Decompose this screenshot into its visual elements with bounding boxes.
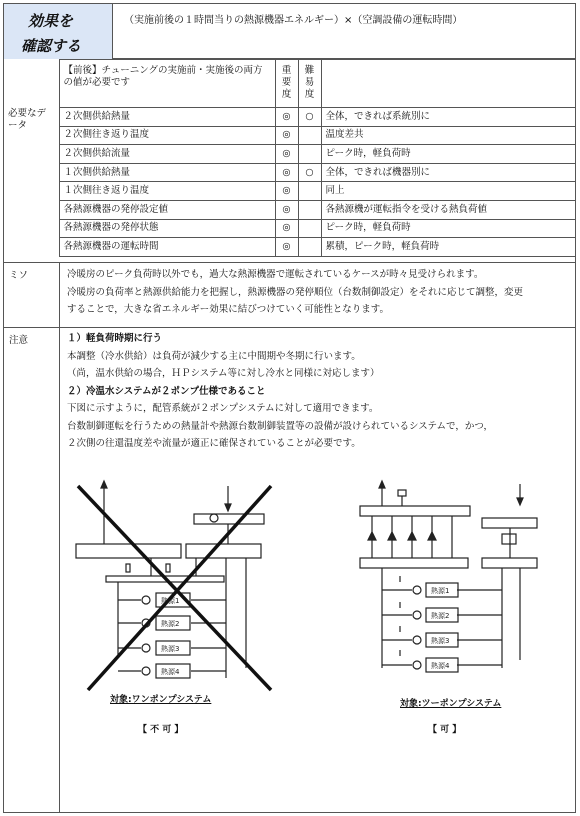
data-note: 全体，できれば機器別に [321,163,575,182]
importance-header: 重 要 度 [281,65,292,100]
one-pump-system-diagram [66,478,276,698]
col-difficulty [298,60,321,108]
table-row [4,182,575,201]
difficulty-mark: ○ [298,163,321,182]
data-item: 各熱源機器の発停状態 [59,219,275,238]
miso-body [67,266,523,319]
col-importance [275,60,298,108]
difficulty-header: 難 易 度 [304,65,315,100]
heat-source-label: 熱源3 [161,645,180,653]
required-data-table [4,59,576,257]
miso-line: 冷暖房のピーク負荷時以外でも，過大な熱源機器で運転されているケースが時々見受けられます。 [67,269,484,280]
data-item: ２次側供給流量 [59,145,275,164]
table-row [4,126,575,145]
data-note: 温度差共 [321,126,575,145]
data-note: 各熱源機が運転指令を受ける熱負荷値 [321,200,575,219]
table-row [4,145,575,164]
importance-mark: ◎ [275,145,298,164]
data-note: 累積，ピーク時，軽負荷時 [321,238,575,257]
heat-source-label: 熱源2 [161,620,180,628]
table-header-row [4,60,575,108]
importance-mark: ◎ [275,126,298,145]
difficulty-mark [298,219,321,238]
two-pump-system-diagram [342,478,542,693]
importance-mark: ◎ [275,163,298,182]
data-note: 全体，できれば系統別に [321,108,575,127]
table-row [4,200,575,219]
data-item: ２次側供給熱量 [59,108,275,127]
importance-mark: ◎ [275,200,298,219]
caution-text: ２次側の往還温度差や流量が適正に確保されていることが必要です。 [67,438,361,449]
difficulty-mark: ○ [298,108,321,127]
miso-label: ミソ [9,270,29,281]
title-line-1: 効果を [28,12,74,30]
importance-mark: ◎ [275,108,298,127]
difficulty-mark [298,238,321,257]
importance-mark: ◎ [275,182,298,201]
two-pump-verdict: 【 可 】 [428,725,462,735]
importance-mark: ◎ [275,238,298,257]
title-line-2: 確認する [21,37,82,55]
heat-source-label: 熱源1 [431,587,450,595]
document-page [3,3,576,813]
data-note: 同上 [321,182,575,201]
one-pump-verdict: 【 不 可 】 [138,725,184,735]
caution-text: 台数制御運転を行うための熱量計や熱源台数制御装置等の設備が設けられているシステムで，かつ， [67,420,493,432]
data-item: 各熱源機器の発停設定値 [59,200,275,219]
difficulty-mark [298,126,321,145]
caution-section [4,327,575,813]
data-item: ２次側往き返り温度 [59,126,275,145]
caution-heading-1: １）軽負荷時期に行う [67,333,163,344]
heat-source-label: 熱源1 [161,597,180,605]
data-item: 各熱源機器の運転時間 [59,238,275,257]
table-row [4,163,575,182]
caution-body [67,330,493,453]
title-box [4,4,113,59]
data-item: １次側往き返り温度 [59,182,275,201]
one-pump-caption: 対象:ワンポンプシステム [110,695,212,705]
header-section [4,4,575,59]
effect-formula: （実施前後の１時間当りの熱源機器エネルギー）×（空調設備の運転時間） [124,15,463,26]
table-row [4,219,575,238]
importance-mark: ◎ [275,219,298,238]
miso-line: することで，大きな省エネルギー効果に結びつけていく可能性となります。 [67,304,390,315]
two-pump-caption: 対象:ツーポンプシステム [400,699,502,709]
not-applicable-cross [78,486,271,690]
miso-section [4,262,575,327]
difficulty-mark [298,200,321,219]
caution-heading-2: ２）冷温水システムが２ポンプ仕様であること [67,385,266,397]
difficulty-mark [298,145,321,164]
data-note: ピーク時，軽負荷時 [321,145,575,164]
caution-text: 本調整（冷水供給）は負荷が減少する主に中間期や冬期に行います。 [67,350,361,362]
caution-text: （尚，温水供給の場合，ＨＰシステム等に対し冷水と同様に対応します） [67,368,380,379]
heat-source-label: 熱源4 [431,662,450,670]
caution-text: 下図に示すように，配管系統が２ポンプシステムに対して適用できます。 [67,403,379,414]
table-row [4,238,575,257]
data-item: １次側供給熱量 [59,163,275,182]
difficulty-mark [298,182,321,201]
table-row [4,108,575,127]
caution-label: 注意 [9,335,29,346]
heat-source-label: 熱源3 [431,637,450,645]
data-note: ピーク時，軽負荷時 [321,219,575,238]
miso-line: 冷暖房の負荷率と熱源供給能力を把握し，熱源機器の発停順位（台数制御設定）をそれに応じて調整，変更 [67,286,524,298]
heat-source-label: 熱源2 [431,612,450,620]
required-data-label: 必要なデータ [8,107,47,131]
heat-source-label: 熱源4 [161,668,180,676]
before-after-note: 【前後】チューニングの実施前・実施後の両方の値が必要です [59,60,275,108]
